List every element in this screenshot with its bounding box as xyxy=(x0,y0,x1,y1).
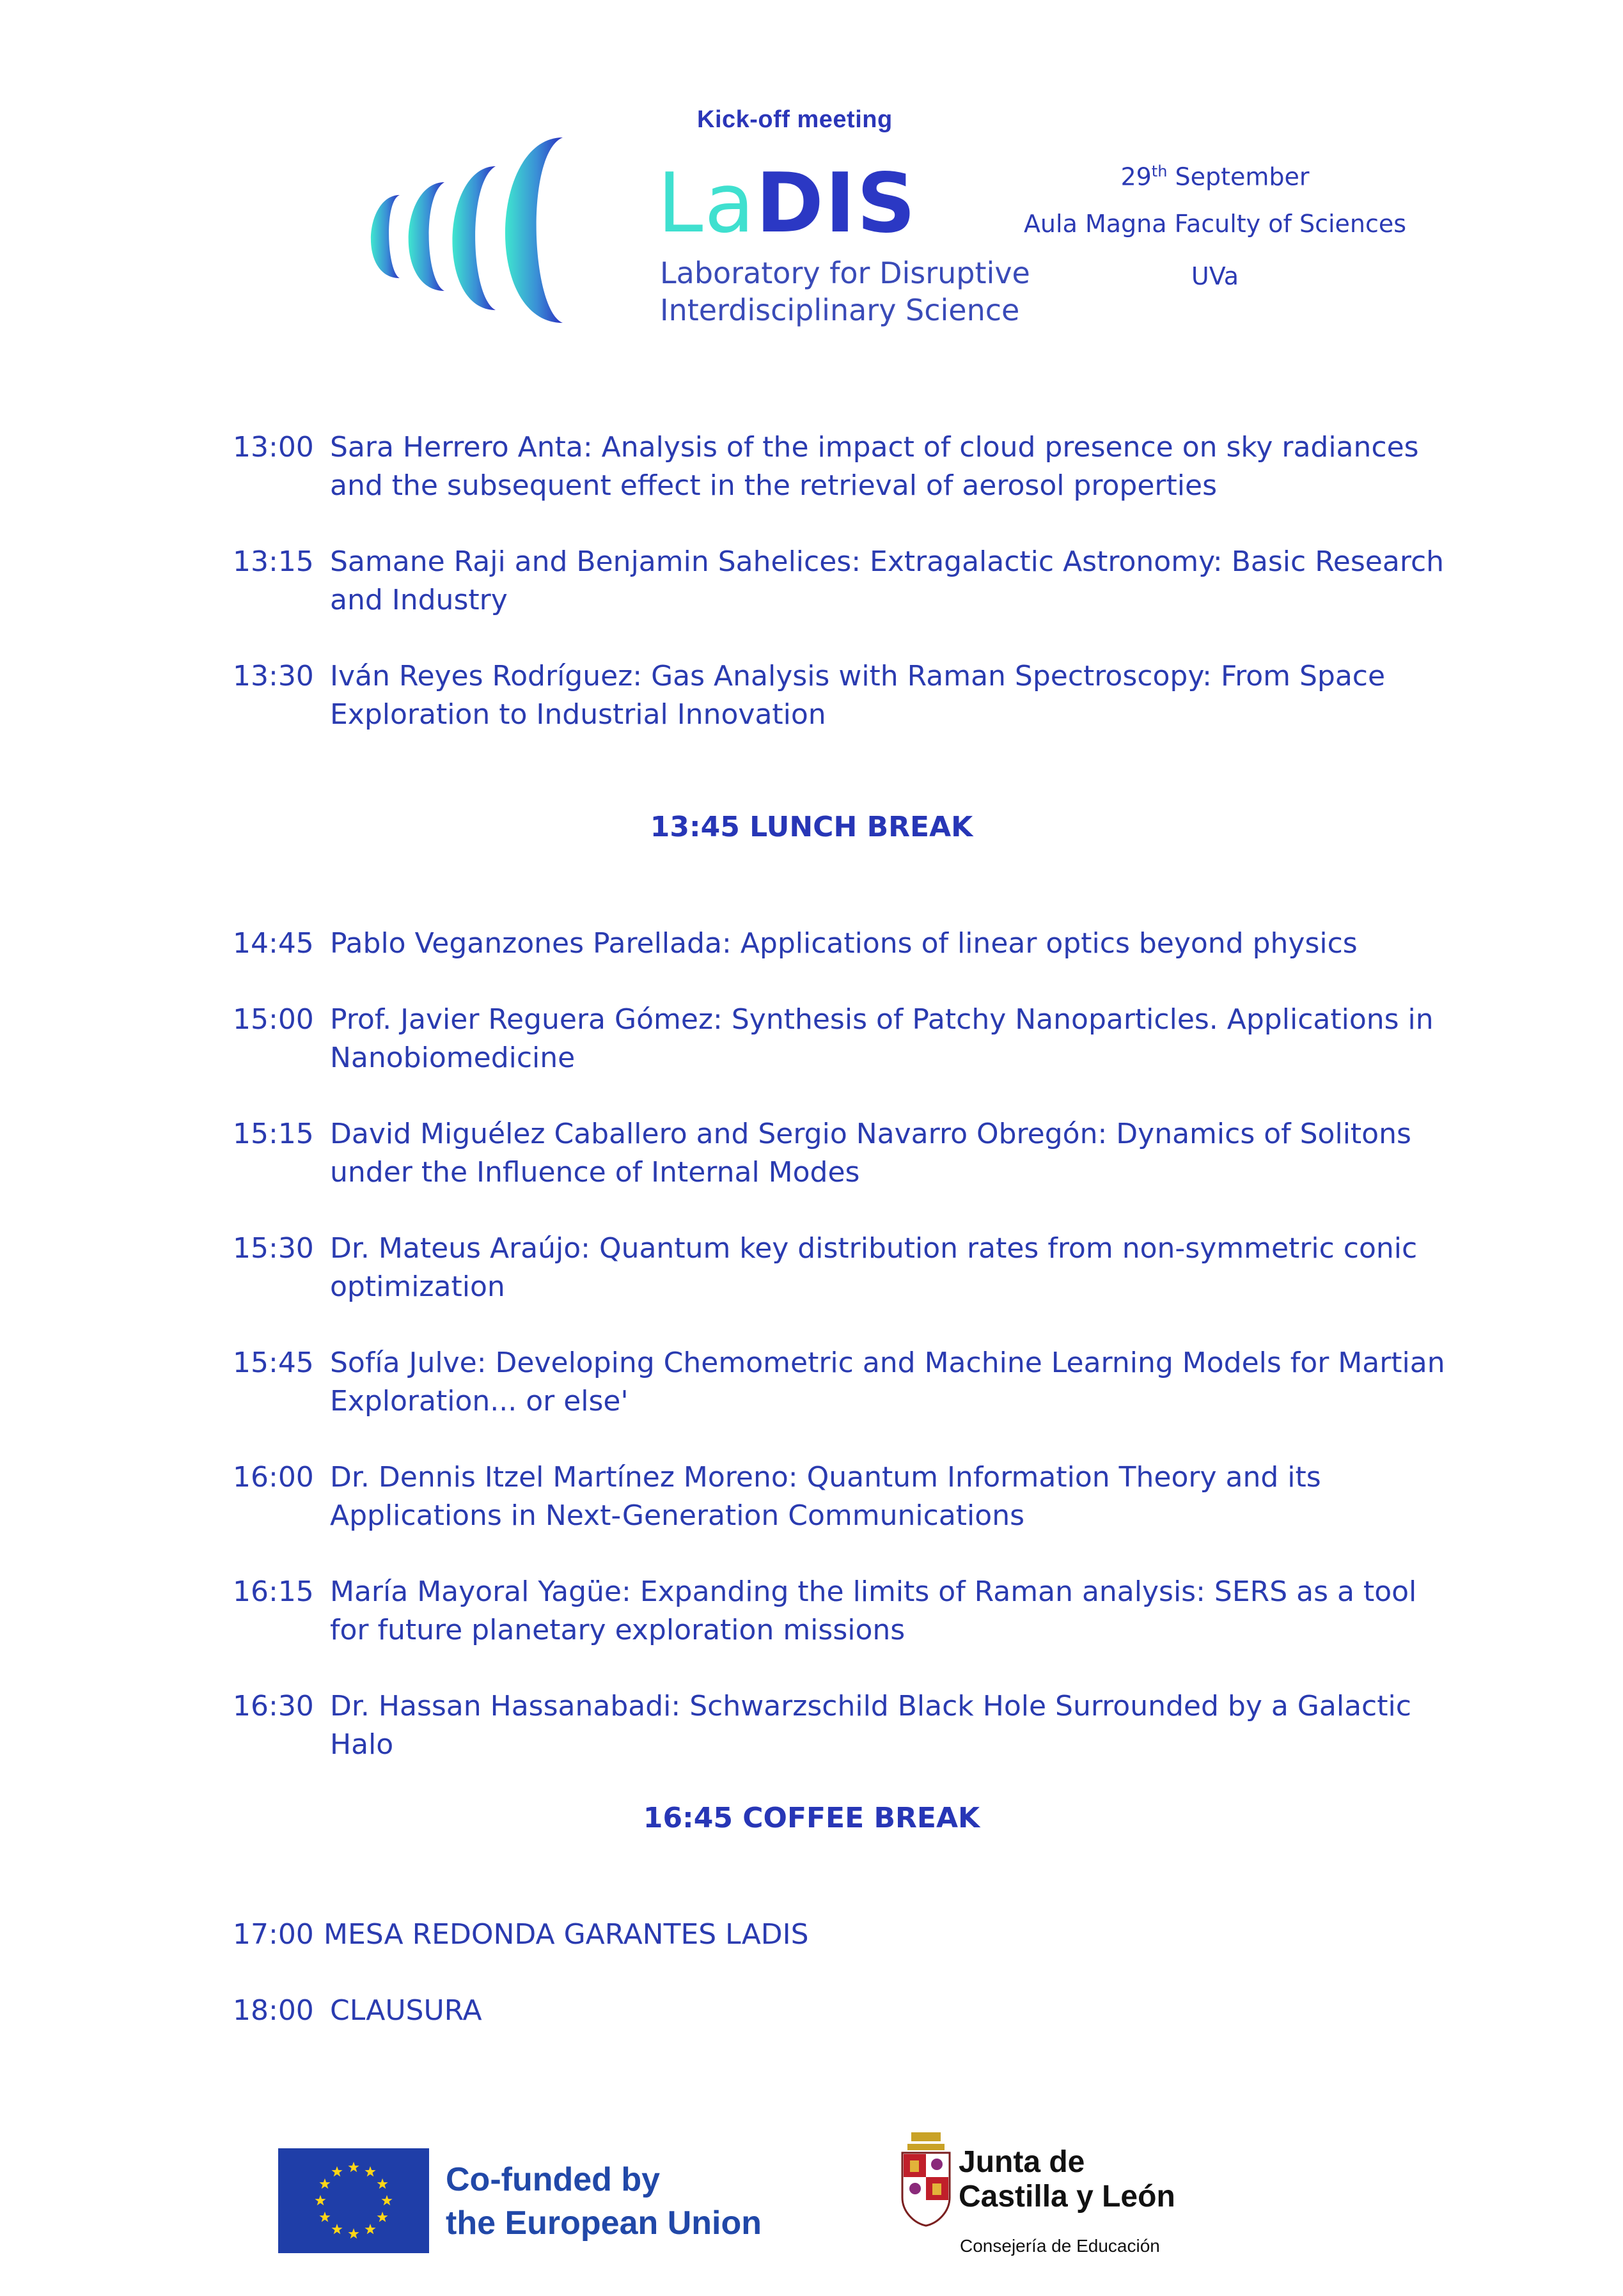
event-date-day: 29 xyxy=(1120,162,1152,191)
agenda-talk: Sara Herrero Anta: Analysis of the impact of cloud presence on sky radiances and the subsequent effect in the retrieval of aerosol properties xyxy=(330,431,1419,502)
coffee-break-heading: 16:45 COFFEE BREAK xyxy=(643,1802,980,1834)
agenda-time: 16:30 xyxy=(233,1690,314,1722)
event-type-title: Kick-off meeting xyxy=(697,106,893,133)
ladis-subtitle-line1: Laboratory for Disruptive xyxy=(660,256,1030,290)
agenda-time: 15:00 xyxy=(233,1003,314,1036)
agenda-talk: CLAUSURA xyxy=(330,1994,482,2027)
agenda-time: 14:45 xyxy=(233,927,314,960)
agenda-time: 16:15 xyxy=(233,1575,314,1608)
agenda-time: 16:00 xyxy=(233,1461,314,1494)
agenda-talk: MESA REDONDA GARANTES LADIS xyxy=(324,1918,809,1951)
agenda-talk: Dr. Hassan Hassanabadi: Schwarzschild Black Hole Surrounded by a Galactic Halo xyxy=(330,1690,1411,1761)
event-date xyxy=(998,152,1432,205)
agenda-talk: Prof. Javier Reguera Gómez: Synthesis of Patchy Nanoparticles. Applications in Nanobiomedicine xyxy=(330,1003,1434,1074)
event-institution: UVa xyxy=(1191,262,1239,290)
eu-flag-icon xyxy=(278,2148,429,2253)
agenda-time: 15:15 xyxy=(233,1118,314,1150)
junta-name xyxy=(959,2145,1175,2214)
agenda-time: 13:00 xyxy=(233,431,314,464)
agenda-time: 15:30 xyxy=(233,1232,314,1265)
junta-name-line2: Castilla y León xyxy=(959,2180,1175,2214)
ladis-subtitle-line2: Interdisciplinary Science xyxy=(660,293,1020,327)
junta-castilla-leon-logo xyxy=(898,2132,1218,2279)
event-date-month: September xyxy=(1167,162,1310,191)
junta-department: Consejería de Educación xyxy=(960,2236,1160,2256)
ladis-wordmark xyxy=(657,156,917,251)
lunch-break-heading: 13:45 LUNCH BREAK xyxy=(650,811,973,843)
eu-cofunded-text xyxy=(446,2158,762,2245)
agenda-talk: Iván Reyes Rodríguez: Gas Analysis with Raman Spectroscopy: From Space Exploration to Industrial Innovation xyxy=(330,660,1386,731)
event-venue: Aula Magna Faculty of Sciences xyxy=(1023,210,1407,238)
agenda-talk: Dr. Mateus Araújo: Quantum key distribution rates from non-symmetric conic optimization xyxy=(330,1232,1418,1303)
agenda-talk: María Mayoral Yagüe: Expanding the limits of Raman analysis: SERS as a tool for future planetary exploration missions xyxy=(330,1575,1417,1646)
agenda-time: 13:30 xyxy=(233,660,314,692)
event-info xyxy=(998,152,1432,309)
agenda-time: 18:00 xyxy=(233,1994,314,2027)
agenda-time: 17:00 xyxy=(233,1918,314,1951)
eu-cofunded-logo xyxy=(278,2145,796,2260)
ladis-wordmark-dis: DIS xyxy=(755,156,917,251)
event-date-suffix: th xyxy=(1151,162,1168,180)
ladis-subtitle xyxy=(660,254,1030,329)
agenda-talk: Pablo Veganzones Parellada: Applications of linear optics beyond physics xyxy=(330,927,1358,960)
agenda-time: 15:45 xyxy=(233,1347,314,1379)
castilla-leon-coat-of-arms-icon xyxy=(898,2132,953,2228)
ladis-rings-logo-icon xyxy=(339,134,639,326)
agenda-talk: Sofía Julve: Developing Chemometric and Machine Learning Models for Martian Exploration... or else' xyxy=(330,1347,1445,1417)
agenda-talk: Samane Raji and Benjamin Sahelices: Extragalactic Astronomy: Basic Research and Industry xyxy=(330,545,1445,616)
junta-name-line1: Junta de xyxy=(959,2145,1085,2179)
ladis-wordmark-la: La xyxy=(657,156,756,251)
eu-text-line2: the European Union xyxy=(446,2205,762,2242)
eu-text-line1: Co-funded by xyxy=(446,2161,661,2198)
agenda-talk: Dr. Dennis Itzel Martínez Moreno: Quantum Information Theory and its Applications in Next-Generation Communications xyxy=(330,1461,1321,1532)
agenda-talk: David Miguélez Caballero and Sergio Navarro Obregón: Dynamics of Solitons under the Influence of Internal Modes xyxy=(330,1118,1411,1189)
agenda-time: 13:15 xyxy=(233,545,314,578)
